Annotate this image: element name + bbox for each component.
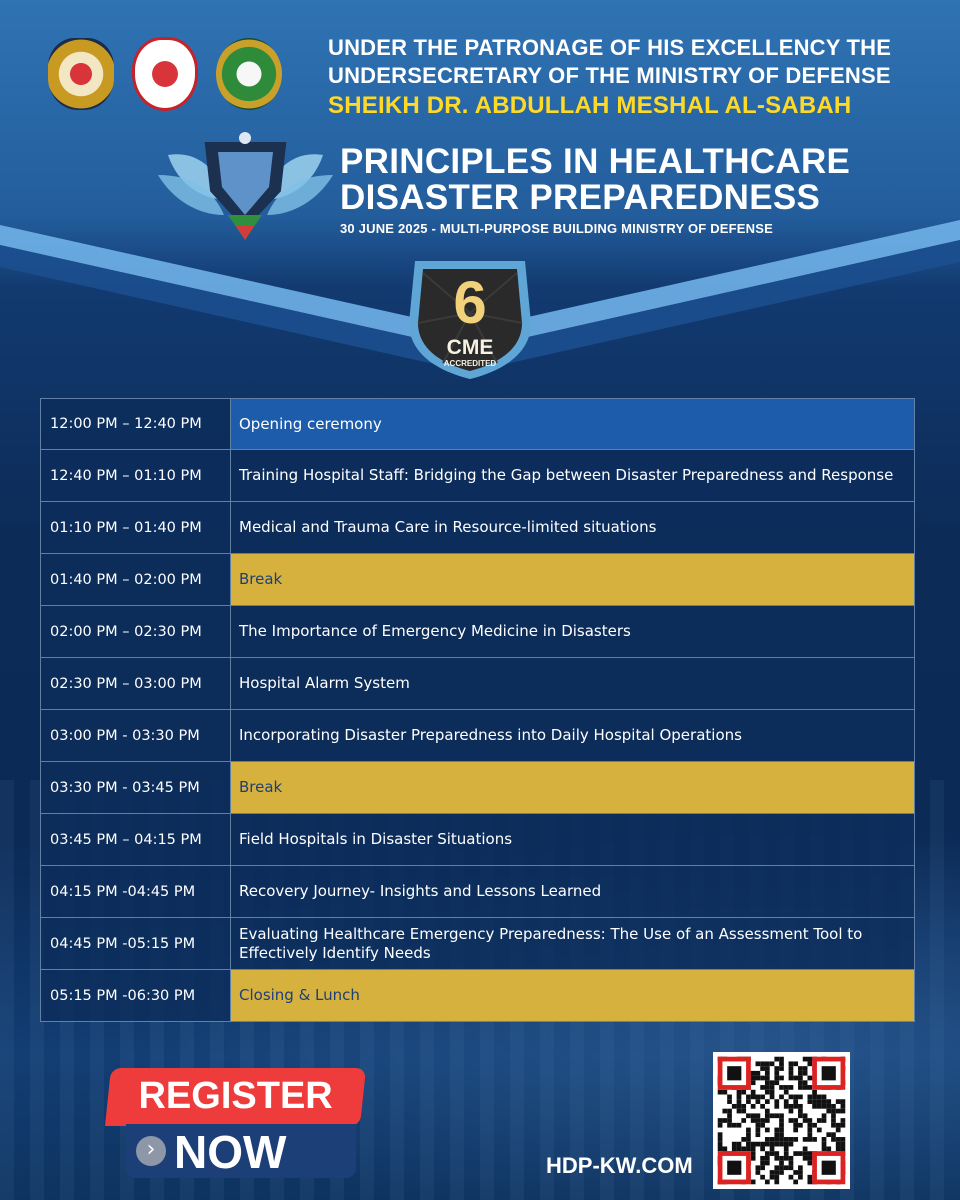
event-title-line-2: DISASTER PREPAREDNESS <box>340 178 821 217</box>
cme-label: CME <box>446 336 494 359</box>
session-time: 12:00 PM – 12:40 PM <box>41 399 231 449</box>
defense-ministry-emblem <box>216 38 282 110</box>
schedule-row <box>40 554 915 606</box>
register-label: REGISTER <box>138 1075 333 1117</box>
session-topic: Opening ceremony <box>231 399 914 449</box>
session-topic: Field Hospitals in Disaster Situations <box>239 830 513 848</box>
session-time: 01:40 PM – 02:00 PM <box>41 554 231 605</box>
schedule-row <box>40 710 915 762</box>
schedule-row <box>40 502 915 554</box>
header-logos <box>48 34 288 114</box>
now-label: NOW <box>174 1126 287 1178</box>
session-time: 02:00 PM – 02:30 PM <box>41 606 231 657</box>
session-time: 03:00 PM - 03:30 PM <box>41 710 231 761</box>
schedule-row <box>40 866 915 918</box>
session-time: 04:45 PM -05:15 PM <box>41 918 231 969</box>
session-topic: Closing & Lunch <box>231 970 914 1021</box>
session-time: 03:45 PM – 04:15 PM <box>41 814 231 865</box>
session-topic: Hospital Alarm System <box>239 674 410 692</box>
session-time: 03:30 PM - 03:45 PM <box>41 762 231 813</box>
schedule-row <box>40 450 915 502</box>
schedule-row <box>40 918 915 970</box>
session-topic: Break <box>231 554 914 605</box>
session-topic: Incorporating Disaster Preparedness into Daily Hospital Operations <box>239 726 742 744</box>
schedule-row <box>40 970 915 1022</box>
register-now-button[interactable] <box>108 1068 368 1180</box>
event-date-location: 30 JUNE 2025 - MULTI-PURPOSE BUILDING MINISTRY OF DEFENSE <box>340 221 774 236</box>
session-time: 12:40 PM – 01:10 PM <box>41 450 231 501</box>
schedule-table <box>40 398 915 1022</box>
session-time: 01:10 PM – 01:40 PM <box>41 502 231 553</box>
session-topic: Recovery Journey- Insights and Lessons Learned <box>239 882 602 900</box>
session-time: 02:30 PM – 03:00 PM <box>41 658 231 709</box>
schedule-row <box>40 606 915 658</box>
medical-association-logo <box>132 37 198 111</box>
session-topic: Medical and Trauma Care in Resource-limited situations <box>239 518 657 536</box>
event-title-line-1: PRINCIPLES IN HEALTHCARE <box>340 142 851 181</box>
patronage-line-1: UNDER THE PATRONAGE OF HIS EXCELLENCY THE <box>328 35 892 60</box>
session-time: 05:15 PM -06:30 PM <box>41 970 231 1021</box>
now-banner <box>126 1124 356 1178</box>
website-url[interactable]: HDP-KW.COM <box>546 1153 693 1178</box>
arrow-right-icon: › <box>136 1136 166 1166</box>
patronage-line-2: UNDERSECRETARY OF THE MINISTRY OF DEFENSE <box>328 63 891 88</box>
session-topic: Break <box>231 762 914 813</box>
qr-code-graphic <box>713 1052 850 1189</box>
patron-name: SHEIKH DR. ABDULLAH MESHAL AL-SABAH <box>328 92 852 119</box>
cme-hours-number: 6 <box>453 269 487 336</box>
patronage-block <box>328 34 928 122</box>
session-time: 04:15 PM -04:45 PM <box>41 866 231 917</box>
accredited-label: ACCREDITED <box>443 359 497 368</box>
cme-badge <box>403 253 537 383</box>
schedule-row <box>40 762 915 814</box>
schedule-row <box>40 658 915 710</box>
register-banner <box>105 1068 366 1126</box>
session-topic: Training Hospital Staff: Bridging the Gap between Disaster Preparedness and Response <box>239 466 894 484</box>
schedule-row <box>40 398 915 450</box>
qr-code-icon[interactable] <box>713 1052 850 1189</box>
session-topic: The Importance of Emergency Medicine in Disasters <box>239 622 631 640</box>
session-topic: Evaluating Healthcare Emergency Preparedness: The Use of an Assessment Tool to Effectively Identify Needs <box>239 924 863 962</box>
event-emblem-logo <box>158 130 333 245</box>
schedule-row <box>40 814 915 866</box>
medical-services-logo <box>48 38 114 110</box>
event-title-block <box>340 144 900 238</box>
